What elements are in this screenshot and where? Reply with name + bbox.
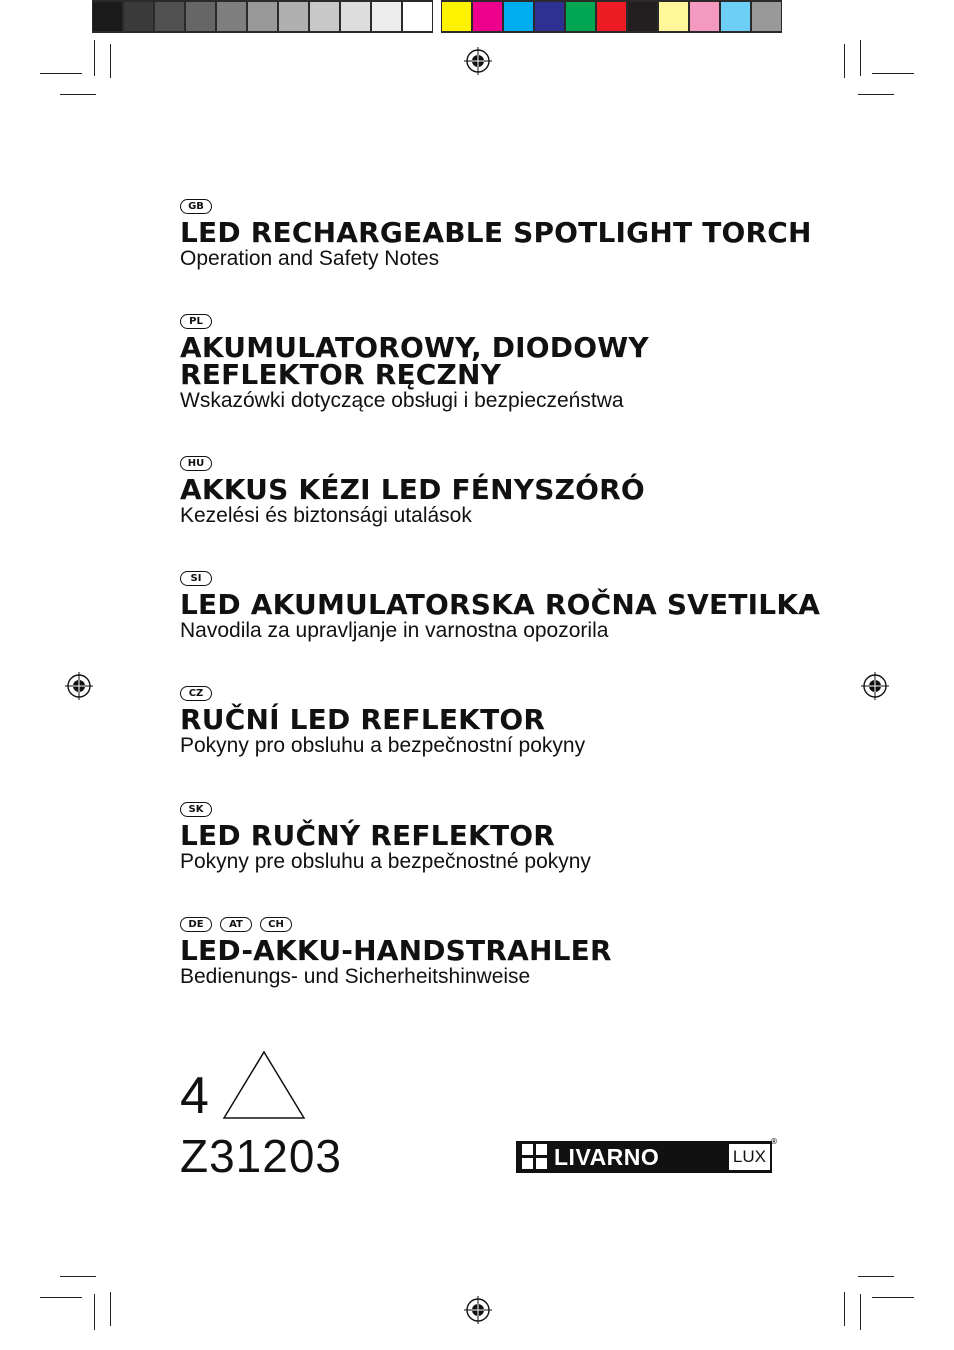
crop-mark	[872, 73, 914, 74]
article-number: Z31203	[180, 1130, 343, 1182]
color-swatch	[441, 0, 472, 33]
language-badges	[180, 314, 649, 332]
crop-mark	[858, 1276, 894, 1277]
product-subtitle: Wskazówki dotyczące obsługi i bezpieczeństwa	[180, 389, 624, 412]
crop-mark	[60, 94, 96, 95]
language-badges	[180, 199, 812, 217]
crop-mark	[844, 1292, 845, 1326]
product-title: RUČNÍ LED REFLEKTOR	[180, 703, 546, 736]
crop-mark	[40, 1297, 82, 1298]
registration-mark-icon	[860, 671, 890, 701]
color-calibration-bar	[92, 0, 782, 33]
crop-mark	[860, 40, 861, 76]
registration-mark-icon	[463, 46, 493, 76]
color-swatch	[503, 0, 534, 33]
product-title: LED-AKKU-HANDSTRAHLER	[180, 934, 612, 967]
product-subtitle: Operation and Safety Notes	[180, 247, 440, 270]
crop-mark	[94, 1294, 95, 1330]
crop-mark	[110, 44, 111, 78]
product-title: AKUMULATOROWY, DIODOWY REFLEKTOR RĘCZNY	[180, 331, 649, 391]
color-swatch	[720, 0, 751, 33]
product-subtitle: Navodila za upravljanje in varnostna opozorila	[180, 619, 609, 642]
logo-mark-icon	[522, 1144, 548, 1170]
color-swatch	[216, 0, 247, 33]
color-swatch	[402, 0, 433, 33]
registration-mark-icon	[64, 671, 94, 701]
product-subtitle: Pokyny pre obsluhu a bezpečnostné pokyny	[180, 850, 591, 873]
crop-mark	[860, 1294, 861, 1330]
color-swatch	[751, 0, 782, 33]
color-swatch	[627, 0, 658, 33]
language-badge: SK	[180, 802, 212, 817]
language-badges	[180, 571, 820, 589]
color-swatch	[658, 0, 689, 33]
language-badge: GB	[180, 199, 212, 214]
registration-mark-icon	[463, 1295, 493, 1325]
language-section-cz	[180, 686, 585, 759]
product-subtitle: Bedienungs- und Sicherheitshinweise	[180, 965, 531, 988]
color-swatch	[123, 0, 154, 33]
crop-mark	[60, 1276, 96, 1277]
language-section-pl	[180, 314, 649, 414]
language-badge: SI	[180, 571, 212, 586]
registered-mark: ®	[770, 1137, 778, 1146]
language-badge: CZ	[180, 686, 212, 701]
crop-mark	[94, 40, 95, 76]
color-swatch	[472, 0, 503, 33]
language-badges	[180, 802, 591, 820]
language-section-sk	[180, 802, 591, 875]
language-badge: HU	[180, 456, 212, 471]
product-title: AKKUS KÉZI LED FÉNYSZÓRÓ	[180, 473, 645, 506]
crop-mark	[110, 1292, 111, 1326]
product-title: LED RUČNÝ REFLEKTOR	[180, 819, 556, 852]
color-swatch	[309, 0, 340, 33]
color-swatch	[247, 0, 278, 33]
language-badge: PL	[180, 314, 212, 329]
edition-number: 4	[180, 1067, 209, 1125]
brand-logo	[516, 1137, 778, 1173]
language-section-de-at-ch	[180, 917, 612, 990]
language-section-hu	[180, 456, 645, 529]
product-subtitle: Pokyny pro obsluhu a bezpečnostní pokyny	[180, 734, 586, 757]
color-swatch	[185, 0, 216, 33]
color-swatch	[154, 0, 185, 33]
edition-block	[180, 1050, 307, 1125]
color-swatch	[534, 0, 565, 33]
language-badge: CH	[260, 917, 292, 932]
color-swatch	[340, 0, 371, 33]
language-section-si	[180, 571, 820, 644]
color-swatch	[371, 0, 402, 33]
product-subtitle: Kezelési és biztonsági utalások	[180, 504, 472, 527]
product-title: LED AKUMULATORSKA ROČNA SVETILKA	[180, 588, 821, 621]
color-swatch	[596, 0, 627, 33]
language-badge: DE	[180, 917, 212, 932]
crop-mark	[40, 73, 82, 74]
logo-name: LIVARNO	[554, 1143, 660, 1170]
language-badges	[180, 917, 612, 935]
color-swatch	[278, 0, 309, 33]
language-section-gb	[180, 199, 812, 272]
product-title: LED RECHARGEABLE SPOTLIGHT TORCH	[180, 216, 812, 249]
language-badges	[180, 456, 645, 474]
color-swatch	[565, 0, 596, 33]
crop-mark	[872, 1297, 914, 1298]
logo-sub: LUX	[729, 1144, 770, 1170]
crop-mark	[844, 44, 845, 78]
crop-mark	[858, 94, 894, 95]
triangle-icon	[221, 1050, 307, 1122]
color-swatch	[92, 0, 123, 33]
language-badges	[180, 686, 585, 704]
swatch-gap	[433, 0, 441, 33]
color-swatch	[689, 0, 720, 33]
language-badge: AT	[220, 917, 252, 932]
